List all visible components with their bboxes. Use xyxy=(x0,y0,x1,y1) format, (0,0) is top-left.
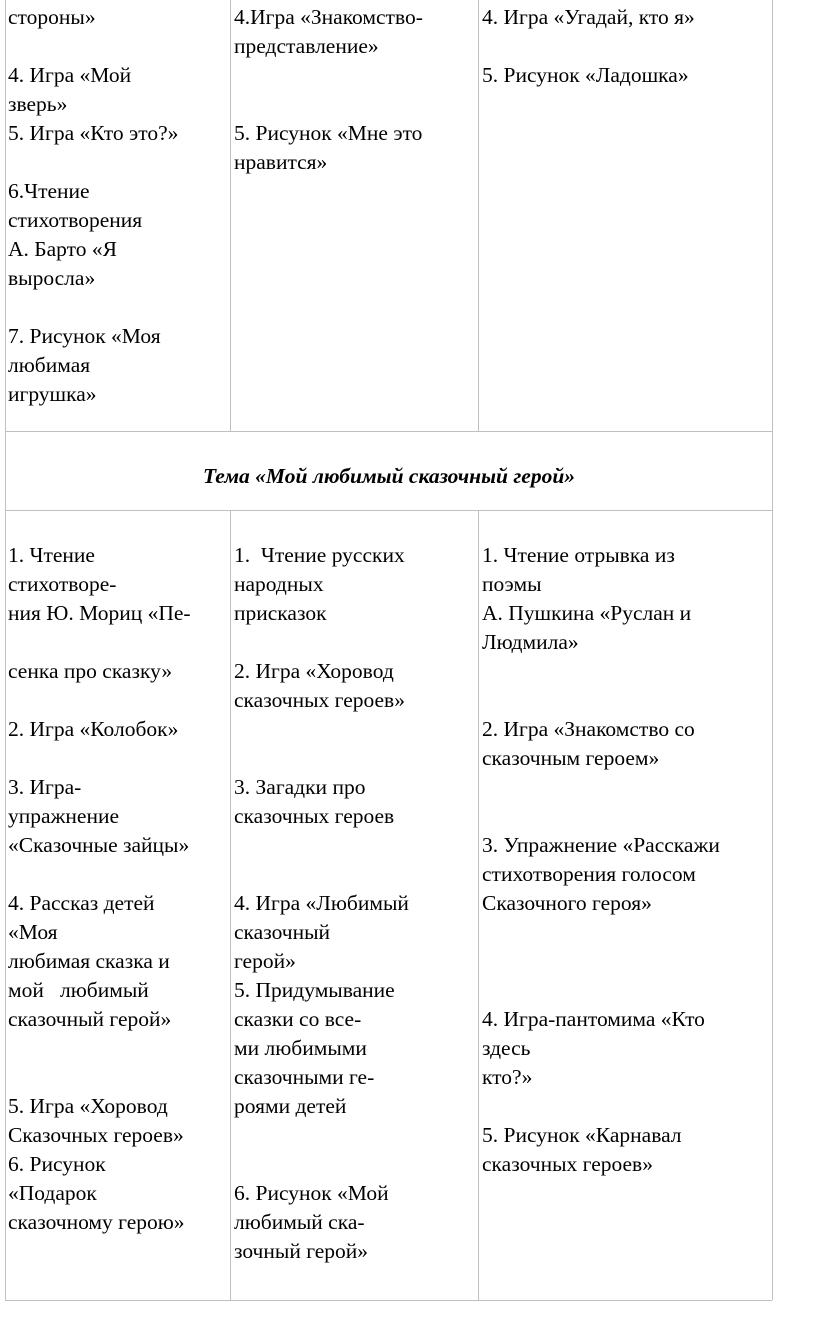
text-line xyxy=(8,860,228,889)
text-line xyxy=(234,831,476,860)
text-line: 5. Игра «Кто это?» xyxy=(8,121,179,145)
text-line: ния Ю. Мориц «Пе- xyxy=(8,601,191,625)
text-line: 5. Придумывание xyxy=(234,978,395,1002)
table-border-col1 xyxy=(230,0,231,431)
text-line: 4. Игра «Мой xyxy=(8,63,132,87)
text-line: 3. Упражнение «Расскажи xyxy=(482,833,720,857)
text-line xyxy=(234,61,476,90)
text-line: 4. Игра «Угадай, кто я» xyxy=(482,5,695,29)
text-line: сказочных героев» xyxy=(482,1152,653,1176)
text-line: любимая сказка и xyxy=(8,949,170,973)
table-border-col2-lower xyxy=(478,510,479,1300)
text-line: игрушка» xyxy=(8,382,97,406)
text-line: 3. Игра- xyxy=(8,775,82,799)
text-line: 3. Загадки про xyxy=(234,775,366,799)
text-line xyxy=(234,628,476,657)
text-line: Людмила» xyxy=(482,630,579,654)
text-line: любимый ска- xyxy=(234,1210,365,1234)
text-line: 6.Чтение xyxy=(8,179,90,203)
text-line xyxy=(234,860,476,889)
text-line: зверь» xyxy=(8,92,68,116)
text-line xyxy=(234,744,476,773)
text-line xyxy=(8,148,228,177)
text-line xyxy=(234,1121,476,1150)
text-line: сказочный герой» xyxy=(8,1007,172,1031)
text-line: 4. Рассказ детей xyxy=(8,891,155,915)
text-line xyxy=(8,1034,228,1063)
bottom-cell-col2 xyxy=(234,541,476,1266)
text-line xyxy=(8,293,228,322)
table-border-right xyxy=(772,0,773,1300)
text-line: выросла» xyxy=(8,266,96,290)
table-border-left xyxy=(5,0,6,1300)
text-line: герой» xyxy=(234,949,296,973)
bottom-cell-col1 xyxy=(8,541,228,1237)
text-line: здесь xyxy=(482,1036,531,1060)
text-line: 5. Рисунок «Мне это xyxy=(234,121,423,145)
text-line xyxy=(482,32,770,61)
text-line: 4. Игра «Любимый xyxy=(234,891,409,915)
text-line: кто?» xyxy=(482,1065,533,1089)
text-line xyxy=(234,715,476,744)
text-line: зочный герой» xyxy=(234,1239,369,1263)
text-line xyxy=(482,947,770,976)
text-line: 6. Рисунок xyxy=(8,1152,106,1176)
text-line: сказочных героев» xyxy=(234,688,405,712)
text-line: 5. Рисунок «Ладошка» xyxy=(482,63,689,87)
text-line: 1. Чтение отрывка из xyxy=(482,543,675,567)
text-line: сказочными ге- xyxy=(234,1065,375,1089)
text-line: сказочный xyxy=(234,920,331,944)
text-line: стихотворе- xyxy=(8,572,117,596)
text-line xyxy=(482,1092,770,1121)
text-line: ми любимыми xyxy=(234,1036,367,1060)
text-line: стихотворения xyxy=(8,208,143,232)
text-line xyxy=(482,773,770,802)
text-line: сказки со все- xyxy=(234,1007,362,1031)
text-line xyxy=(482,976,770,1005)
text-line: А. Барто «Я xyxy=(8,237,117,261)
table-border-bottom xyxy=(5,1300,772,1301)
text-line xyxy=(8,32,228,61)
text-line: Сказочного героя» xyxy=(482,891,652,915)
text-line: 2. Игра «Знакомство со xyxy=(482,717,695,741)
text-line xyxy=(482,686,770,715)
text-line xyxy=(482,802,770,831)
text-line: 2. Игра «Хоровод xyxy=(234,659,394,683)
text-line: А. Пушкина «Руслан и xyxy=(482,601,692,625)
text-line: стороны» xyxy=(8,5,96,29)
table-rule-top-section xyxy=(5,431,772,432)
text-line: «Подарок xyxy=(8,1181,97,1205)
text-line: Сказочных героев» xyxy=(8,1123,184,1147)
text-line: мой любимый xyxy=(8,978,149,1002)
text-line: поэмы xyxy=(482,572,542,596)
text-line: сказочных героев xyxy=(234,804,395,828)
text-line: любимая xyxy=(8,353,91,377)
text-line: «Моя xyxy=(8,920,58,944)
text-line: 4. Игра-пантомима «Кто xyxy=(482,1007,705,1031)
top-cell-col2 xyxy=(234,3,476,177)
text-line: присказок xyxy=(234,601,327,625)
bottom-cell-col3 xyxy=(482,541,770,1179)
text-line: нравится» xyxy=(234,150,328,174)
text-line xyxy=(8,686,228,715)
text-line: сказочному герою» xyxy=(8,1210,185,1234)
top-cell-col1 xyxy=(8,3,228,409)
text-line: 2. Игра «Колобок» xyxy=(8,717,179,741)
text-line: 6. Рисунок «Мой xyxy=(234,1181,389,1205)
text-line: сенка про сказку» xyxy=(8,659,173,683)
text-line: народных xyxy=(234,572,324,596)
text-line xyxy=(8,744,228,773)
text-line: представление» xyxy=(234,34,379,58)
text-line: сказочным героем» xyxy=(482,746,660,770)
text-line: 1. Чтение русских xyxy=(234,543,405,567)
text-line xyxy=(482,918,770,947)
text-line: «Сказочные зайцы» xyxy=(8,833,190,857)
text-line xyxy=(8,1063,228,1092)
theme-title: Тема «Мой любимый сказочный герой» xyxy=(202,464,576,488)
table-border-col2 xyxy=(478,0,479,431)
text-line xyxy=(8,628,228,657)
text-line: стихотворения голосом xyxy=(482,862,696,886)
text-line: упражнение xyxy=(8,804,120,828)
text-line: 1. Чтение xyxy=(8,543,95,567)
text-line xyxy=(234,90,476,119)
text-line xyxy=(234,1150,476,1179)
text-line: 7. Рисунок «Моя xyxy=(8,324,161,348)
top-cell-col3 xyxy=(482,3,770,90)
text-line: 5. Игра «Хоровод xyxy=(8,1094,168,1118)
text-line: 4.Игра «Знакомство- xyxy=(234,5,423,29)
text-line xyxy=(482,657,770,686)
text-line: 5. Рисунок «Карнавал xyxy=(482,1123,682,1147)
text-line: роями детей xyxy=(234,1094,347,1118)
table-border-col1-lower xyxy=(230,510,231,1300)
table-rule-theme-row xyxy=(5,510,772,511)
